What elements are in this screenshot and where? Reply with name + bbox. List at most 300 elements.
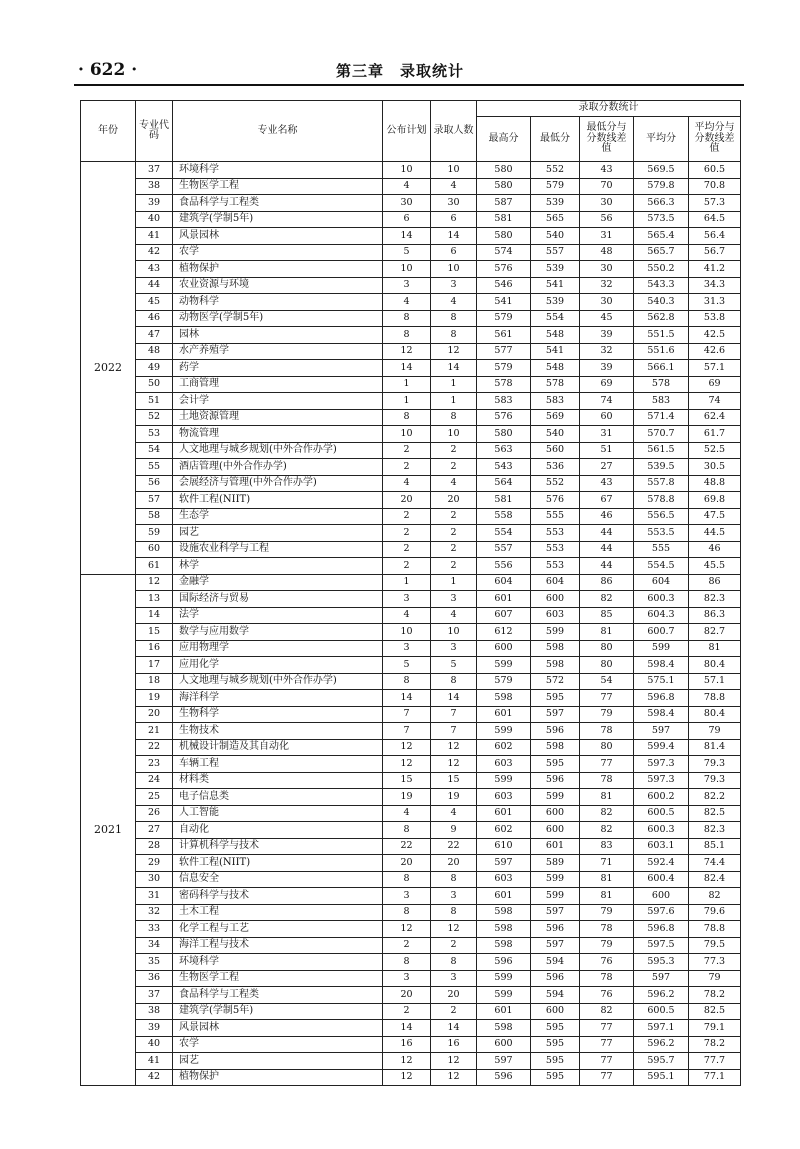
- average-score-diff-cell: 82.2: [689, 789, 741, 806]
- max-score-cell: 581: [477, 211, 531, 228]
- published-plan-cell: 14: [383, 690, 431, 707]
- min-score-diff-cell: 86: [580, 574, 634, 591]
- table-row: [81, 211, 741, 228]
- average-score-cell: 543.3: [634, 277, 689, 294]
- max-score-cell: 554: [477, 525, 531, 542]
- min-score-cell: 596: [531, 772, 580, 789]
- min-score-diff-cell: 43: [580, 475, 634, 492]
- published-plan-cell: 2: [383, 525, 431, 542]
- published-plan-cell: 12: [383, 343, 431, 360]
- average-score-diff-cell: 77.3: [689, 954, 741, 971]
- major-name-cell: 建筑学(学制5年): [173, 211, 383, 228]
- table-row: [81, 162, 741, 179]
- average-score-diff-cell: 74: [689, 393, 741, 410]
- min-score-diff-cell: 44: [580, 541, 634, 558]
- published-plan-cell: 3: [383, 591, 431, 608]
- admitted-count-cell: 2: [431, 558, 477, 575]
- average-score-diff-cell: 48.8: [689, 475, 741, 492]
- average-score-cell: 553.5: [634, 525, 689, 542]
- page-number: · 622 ·: [78, 60, 138, 80]
- published-plan-cell: 3: [383, 970, 431, 987]
- admitted-count-cell: 22: [431, 838, 477, 855]
- table-row: [81, 1003, 741, 1020]
- average-score-diff-cell: 79: [689, 723, 741, 740]
- major-name-cell: 电子信息类: [173, 789, 383, 806]
- major-name-cell: 工商管理: [173, 376, 383, 393]
- major-name-cell: 环境科学: [173, 954, 383, 971]
- max-score-cell: 561: [477, 327, 531, 344]
- major-code-cell: 14: [136, 607, 173, 624]
- min-score-diff-cell: 79: [580, 706, 634, 723]
- published-plan-cell: 2: [383, 541, 431, 558]
- average-score-diff-cell: 77.1: [689, 1069, 741, 1086]
- published-plan-cell: 20: [383, 987, 431, 1004]
- admitted-count-cell: 10: [431, 426, 477, 443]
- average-score-diff-cell: 64.5: [689, 211, 741, 228]
- header-major-name: 专业名称: [173, 101, 383, 162]
- min-score-diff-cell: 60: [580, 409, 634, 426]
- major-code-cell: 53: [136, 426, 173, 443]
- min-score-diff-cell: 30: [580, 294, 634, 311]
- min-score-cell: 583: [531, 393, 580, 410]
- average-score-diff-cell: 74.4: [689, 855, 741, 872]
- average-score-cell: 600.3: [634, 591, 689, 608]
- min-score-cell: 598: [531, 640, 580, 657]
- average-score-diff-cell: 42.6: [689, 343, 741, 360]
- major-code-cell: 23: [136, 756, 173, 773]
- major-name-cell: 车辆工程: [173, 756, 383, 773]
- table-row: [81, 459, 741, 476]
- table-row: [81, 195, 741, 212]
- major-code-cell: 31: [136, 888, 173, 905]
- min-score-diff-cell: 31: [580, 228, 634, 245]
- average-score-cell: 600.7: [634, 624, 689, 641]
- min-score-diff-cell: 83: [580, 838, 634, 855]
- major-name-cell: 会展经济与管理(中外合作办学): [173, 475, 383, 492]
- admitted-count-cell: 4: [431, 607, 477, 624]
- major-code-cell: 38: [136, 1003, 173, 1020]
- table-row: [81, 987, 741, 1004]
- major-code-cell: 56: [136, 475, 173, 492]
- major-name-cell: 人工智能: [173, 805, 383, 822]
- max-score-cell: 580: [477, 162, 531, 179]
- average-score-diff-cell: 82: [689, 888, 741, 905]
- major-name-cell: 生物科学: [173, 706, 383, 723]
- admitted-count-cell: 14: [431, 1020, 477, 1037]
- published-plan-cell: 6: [383, 211, 431, 228]
- chapter-title: 第三章 录取统计: [335, 62, 464, 80]
- average-score-diff-cell: 82.7: [689, 624, 741, 641]
- average-score-diff-cell: 79: [689, 970, 741, 987]
- table-row: [81, 970, 741, 987]
- admitted-count-cell: 1: [431, 376, 477, 393]
- average-score-cell: 578.8: [634, 492, 689, 509]
- table-row: [81, 327, 741, 344]
- max-score-cell: 600: [477, 1036, 531, 1053]
- average-score-cell: 551.5: [634, 327, 689, 344]
- major-name-cell: 土地资源管理: [173, 409, 383, 426]
- average-score-cell: 604.3: [634, 607, 689, 624]
- admitted-count-cell: 8: [431, 954, 477, 971]
- min-score-diff-cell: 70: [580, 178, 634, 195]
- min-score-cell: 600: [531, 591, 580, 608]
- table-row: [81, 294, 741, 311]
- max-score-cell: 598: [477, 921, 531, 938]
- max-score-cell: 557: [477, 541, 531, 558]
- published-plan-cell: 1: [383, 376, 431, 393]
- average-score-cell: 596.8: [634, 921, 689, 938]
- average-score-cell: 597.1: [634, 1020, 689, 1037]
- average-score-diff-cell: 34.3: [689, 277, 741, 294]
- table-row: [81, 772, 741, 789]
- max-score-cell: 578: [477, 376, 531, 393]
- min-score-cell: 536: [531, 459, 580, 476]
- admitted-count-cell: 10: [431, 624, 477, 641]
- max-score-cell: 597: [477, 1053, 531, 1070]
- published-plan-cell: 4: [383, 475, 431, 492]
- admitted-count-cell: 2: [431, 508, 477, 525]
- average-score-cell: 554.5: [634, 558, 689, 575]
- max-score-cell: 603: [477, 871, 531, 888]
- average-score-cell: 592.4: [634, 855, 689, 872]
- published-plan-cell: 19: [383, 789, 431, 806]
- average-score-diff-cell: 81: [689, 640, 741, 657]
- average-score-cell: 597.6: [634, 904, 689, 921]
- admitted-count-cell: 2: [431, 442, 477, 459]
- header-score-statistics: 录取分数统计: [477, 101, 741, 117]
- table-row: [81, 1020, 741, 1037]
- major-name-cell: 软件工程(NIIT): [173, 855, 383, 872]
- max-score-cell: 599: [477, 772, 531, 789]
- admitted-count-cell: 20: [431, 987, 477, 1004]
- table-row: [81, 624, 741, 641]
- min-score-cell: 603: [531, 607, 580, 624]
- major-name-cell: 土木工程: [173, 904, 383, 921]
- min-score-diff-cell: 82: [580, 805, 634, 822]
- min-score-diff-cell: 77: [580, 1053, 634, 1070]
- admitted-count-cell: 10: [431, 261, 477, 278]
- min-score-diff-cell: 81: [580, 871, 634, 888]
- min-score-cell: 560: [531, 442, 580, 459]
- max-score-cell: 598: [477, 690, 531, 707]
- major-code-cell: 41: [136, 1053, 173, 1070]
- min-score-cell: 599: [531, 888, 580, 905]
- min-score-cell: 557: [531, 244, 580, 261]
- min-score-cell: 600: [531, 1003, 580, 1020]
- published-plan-cell: 2: [383, 937, 431, 954]
- table-row: [81, 673, 741, 690]
- average-score-diff-cell: 79.3: [689, 772, 741, 789]
- major-code-cell: 38: [136, 178, 173, 195]
- major-name-cell: 物流管理: [173, 426, 383, 443]
- average-score-cell: 573.5: [634, 211, 689, 228]
- min-score-cell: 541: [531, 277, 580, 294]
- major-name-cell: 植物保护: [173, 261, 383, 278]
- average-score-cell: 599.4: [634, 739, 689, 756]
- min-score-diff-cell: 76: [580, 954, 634, 971]
- published-plan-cell: 1: [383, 574, 431, 591]
- published-plan-cell: 14: [383, 228, 431, 245]
- average-score-cell: 555: [634, 541, 689, 558]
- min-score-cell: 596: [531, 970, 580, 987]
- admitted-count-cell: 4: [431, 294, 477, 311]
- min-score-cell: 600: [531, 805, 580, 822]
- average-score-cell: 595.3: [634, 954, 689, 971]
- table-row: [81, 640, 741, 657]
- major-name-cell: 水产养殖学: [173, 343, 383, 360]
- published-plan-cell: 10: [383, 624, 431, 641]
- major-name-cell: 国际经济与贸易: [173, 591, 383, 608]
- table-row: [81, 558, 741, 575]
- min-score-cell: 553: [531, 541, 580, 558]
- major-code-cell: 59: [136, 525, 173, 542]
- max-score-cell: 600: [477, 640, 531, 657]
- min-score-diff-cell: 81: [580, 888, 634, 905]
- year-cell: 2022: [81, 162, 136, 575]
- min-score-cell: 599: [531, 624, 580, 641]
- average-score-diff-cell: 57.1: [689, 673, 741, 690]
- admitted-count-cell: 8: [431, 904, 477, 921]
- major-name-cell: 农业资源与环境: [173, 277, 383, 294]
- min-score-cell: 594: [531, 987, 580, 1004]
- max-score-cell: 597: [477, 855, 531, 872]
- published-plan-cell: 8: [383, 673, 431, 690]
- major-name-cell: 生物技术: [173, 723, 383, 740]
- admitted-count-cell: 8: [431, 673, 477, 690]
- admitted-count-cell: 14: [431, 690, 477, 707]
- published-plan-cell: 2: [383, 1003, 431, 1020]
- header-admitted-count: 录取人数: [431, 101, 477, 162]
- major-name-cell: 会计学: [173, 393, 383, 410]
- min-score-cell: 565: [531, 211, 580, 228]
- major-name-cell: 人文地理与城乡规划(中外合作办学): [173, 673, 383, 690]
- published-plan-cell: 14: [383, 360, 431, 377]
- major-code-cell: 50: [136, 376, 173, 393]
- min-score-diff-cell: 82: [580, 1003, 634, 1020]
- min-score-diff-cell: 78: [580, 921, 634, 938]
- min-score-diff-cell: 82: [580, 591, 634, 608]
- published-plan-cell: 10: [383, 162, 431, 179]
- average-score-cell: 600.5: [634, 805, 689, 822]
- average-score-diff-cell: 31.3: [689, 294, 741, 311]
- max-score-cell: 563: [477, 442, 531, 459]
- table-row: [81, 904, 741, 921]
- min-score-diff-cell: 32: [580, 343, 634, 360]
- major-name-cell: 建筑学(学制5年): [173, 1003, 383, 1020]
- major-code-cell: 27: [136, 822, 173, 839]
- major-name-cell: 食品科学与工程类: [173, 195, 383, 212]
- max-score-cell: 607: [477, 607, 531, 624]
- published-plan-cell: 12: [383, 1053, 431, 1070]
- average-score-cell: 595.1: [634, 1069, 689, 1086]
- average-score-cell: 565.4: [634, 228, 689, 245]
- average-score-cell: 540.3: [634, 294, 689, 311]
- average-score-cell: 604: [634, 574, 689, 591]
- average-score-diff-cell: 57.1: [689, 360, 741, 377]
- published-plan-cell: 7: [383, 723, 431, 740]
- table-row: [81, 442, 741, 459]
- major-code-cell: 21: [136, 723, 173, 740]
- published-plan-cell: 12: [383, 739, 431, 756]
- published-plan-cell: 3: [383, 277, 431, 294]
- max-score-cell: 577: [477, 343, 531, 360]
- major-code-cell: 44: [136, 277, 173, 294]
- max-score-cell: 596: [477, 954, 531, 971]
- average-score-diff-cell: 82.5: [689, 805, 741, 822]
- major-name-cell: 酒店管理(中外合作办学): [173, 459, 383, 476]
- major-code-cell: 18: [136, 673, 173, 690]
- min-score-diff-cell: 48: [580, 244, 634, 261]
- published-plan-cell: 4: [383, 294, 431, 311]
- min-score-cell: 539: [531, 195, 580, 212]
- min-score-diff-cell: 43: [580, 162, 634, 179]
- max-score-cell: 579: [477, 673, 531, 690]
- admitted-count-cell: 1: [431, 393, 477, 410]
- average-score-cell: 569.5: [634, 162, 689, 179]
- min-score-cell: 572: [531, 673, 580, 690]
- major-code-cell: 43: [136, 261, 173, 278]
- admitted-count-cell: 8: [431, 310, 477, 327]
- min-score-cell: 596: [531, 921, 580, 938]
- table-row: [81, 343, 741, 360]
- average-score-diff-cell: 78.2: [689, 1036, 741, 1053]
- average-score-diff-cell: 44.5: [689, 525, 741, 542]
- min-score-cell: 604: [531, 574, 580, 591]
- table-row: [81, 574, 741, 591]
- major-name-cell: 金融学: [173, 574, 383, 591]
- major-code-cell: 17: [136, 657, 173, 674]
- major-code-cell: 22: [136, 739, 173, 756]
- average-score-diff-cell: 82.3: [689, 822, 741, 839]
- major-code-cell: 34: [136, 937, 173, 954]
- table-row: [81, 261, 741, 278]
- major-name-cell: 材料类: [173, 772, 383, 789]
- major-code-cell: 25: [136, 789, 173, 806]
- major-name-cell: 动物科学: [173, 294, 383, 311]
- admitted-count-cell: 19: [431, 789, 477, 806]
- max-score-cell: 601: [477, 706, 531, 723]
- major-name-cell: 园艺: [173, 1053, 383, 1070]
- average-score-cell: 571.4: [634, 409, 689, 426]
- min-score-cell: 595: [531, 1036, 580, 1053]
- admitted-count-cell: 3: [431, 640, 477, 657]
- admitted-count-cell: 6: [431, 211, 477, 228]
- average-score-cell: 599: [634, 640, 689, 657]
- major-code-cell: 45: [136, 294, 173, 311]
- header-average-score: 平均分: [634, 117, 689, 162]
- major-code-cell: 20: [136, 706, 173, 723]
- min-score-cell: 596: [531, 723, 580, 740]
- table-row: [81, 937, 741, 954]
- min-score-cell: 597: [531, 904, 580, 921]
- published-plan-cell: 3: [383, 640, 431, 657]
- min-score-cell: 595: [531, 1020, 580, 1037]
- max-score-cell: 599: [477, 970, 531, 987]
- major-code-cell: 55: [136, 459, 173, 476]
- admitted-count-cell: 14: [431, 360, 477, 377]
- min-score-cell: 595: [531, 756, 580, 773]
- admitted-count-cell: 14: [431, 228, 477, 245]
- table-row: [81, 822, 741, 839]
- table-row: [81, 607, 741, 624]
- max-score-cell: 602: [477, 739, 531, 756]
- published-plan-cell: 2: [383, 442, 431, 459]
- table-row: [81, 525, 741, 542]
- major-code-cell: 19: [136, 690, 173, 707]
- min-score-cell: 598: [531, 657, 580, 674]
- min-score-diff-cell: 71: [580, 855, 634, 872]
- admitted-count-cell: 12: [431, 921, 477, 938]
- admitted-count-cell: 8: [431, 871, 477, 888]
- published-plan-cell: 4: [383, 178, 431, 195]
- header-average-score-diff: 平均分与分数线差值: [689, 117, 741, 162]
- min-score-diff-cell: 51: [580, 442, 634, 459]
- major-name-cell: 海洋工程与技术: [173, 937, 383, 954]
- admitted-count-cell: 20: [431, 492, 477, 509]
- average-score-diff-cell: 69: [689, 376, 741, 393]
- min-score-cell: 540: [531, 426, 580, 443]
- admitted-count-cell: 10: [431, 162, 477, 179]
- max-score-cell: 556: [477, 558, 531, 575]
- min-score-diff-cell: 39: [580, 327, 634, 344]
- major-code-cell: 29: [136, 855, 173, 872]
- min-score-diff-cell: 80: [580, 657, 634, 674]
- max-score-cell: 574: [477, 244, 531, 261]
- max-score-cell: 541: [477, 294, 531, 311]
- major-code-cell: 12: [136, 574, 173, 591]
- major-code-cell: 58: [136, 508, 173, 525]
- max-score-cell: 598: [477, 1020, 531, 1037]
- min-score-diff-cell: 81: [580, 789, 634, 806]
- average-score-cell: 578: [634, 376, 689, 393]
- major-name-cell: 园林: [173, 327, 383, 344]
- table-row: [81, 492, 741, 509]
- major-code-cell: 30: [136, 871, 173, 888]
- major-code-cell: 49: [136, 360, 173, 377]
- min-score-cell: 597: [531, 706, 580, 723]
- published-plan-cell: 16: [383, 1036, 431, 1053]
- table-row: [81, 1036, 741, 1053]
- average-score-cell: 565.7: [634, 244, 689, 261]
- major-name-cell: 信息安全: [173, 871, 383, 888]
- average-score-diff-cell: 62.4: [689, 409, 741, 426]
- major-name-cell: 软件工程(NIIT): [173, 492, 383, 509]
- admitted-count-cell: 12: [431, 739, 477, 756]
- admitted-count-cell: 3: [431, 970, 477, 987]
- major-code-cell: 57: [136, 492, 173, 509]
- max-score-cell: 580: [477, 178, 531, 195]
- average-score-diff-cell: 78.8: [689, 690, 741, 707]
- min-score-cell: 600: [531, 822, 580, 839]
- min-score-diff-cell: 79: [580, 937, 634, 954]
- min-score-cell: 541: [531, 343, 580, 360]
- average-score-diff-cell: 47.5: [689, 508, 741, 525]
- average-score-diff-cell: 41.2: [689, 261, 741, 278]
- average-score-diff-cell: 56.7: [689, 244, 741, 261]
- header-major-code: 专业代码: [136, 101, 173, 162]
- min-score-diff-cell: 82: [580, 822, 634, 839]
- average-score-cell: 600.3: [634, 822, 689, 839]
- admitted-count-cell: 3: [431, 888, 477, 905]
- admitted-count-cell: 7: [431, 723, 477, 740]
- major-name-cell: 自动化: [173, 822, 383, 839]
- header-published-plan: 公布计划: [383, 101, 431, 162]
- min-score-cell: 553: [531, 558, 580, 575]
- min-score-cell: 579: [531, 178, 580, 195]
- max-score-cell: 587: [477, 195, 531, 212]
- min-score-cell: 598: [531, 739, 580, 756]
- published-plan-cell: 8: [383, 822, 431, 839]
